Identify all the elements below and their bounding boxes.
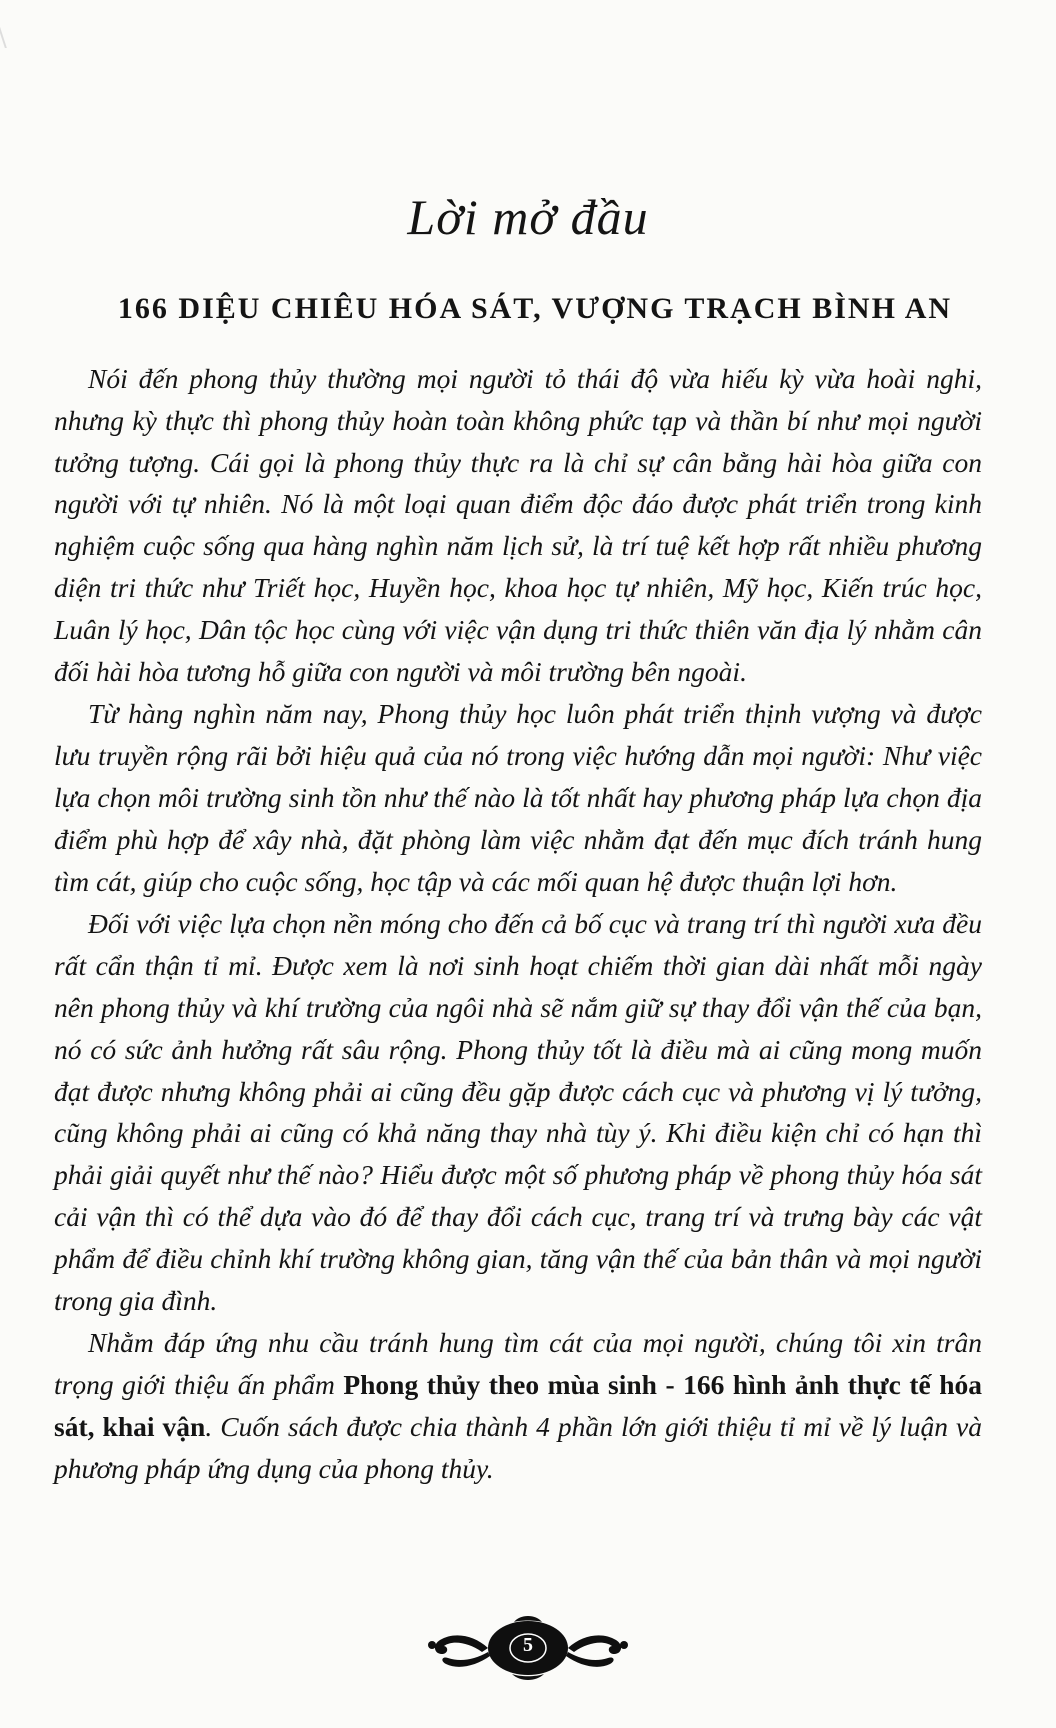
page-subtitle: 166 DIỆU CHIÊU HÓA SÁT, VƯỢNG TRẠCH BÌNH AN [117,292,953,325]
page-number: 5 [523,1634,533,1656]
paragraph-2: Từ hàng nghìn năm nay, Phong thủy học luôn phát triển thịnh vượng và được lưu truyền rộng rãi bởi hiệu quả của nó trong việc hướng dẫn mọi người: Như việc lựa chọn môi trường sinh tồn như thế nào là tốt nhất hay phương pháp lựa chọn địa điểm phù hợp để xây nhà, đặt phòng làm việc nhằm đạt đến mục đích tránh hung tìm cát, giúp cho cuộc sống, học tập và các mối quan hệ được thuận lợi hơn. [54,698,982,897]
paragraph-1: Nói đến phong thủy thường mọi người tỏ thái độ vừa hiếu kỳ vừa hoài nghi, nhưng kỳ thực thì phong thủy hoàn toàn không phức tạp và thần bí như mọi người tưởng tượng. Cái gọi là phong thủy thực ra là chỉ sự cân bằng hài hòa giữa con người với tự nhiên. Nó là một loại quan điểm độc đáo được phát triển trong kinh nghiệm cuộc sống qua hàng nghìn năm lịch sử, là trí tuệ kết hợp rất nhiều phương diện tri thức như Triết học, Huyền học, khoa học tự nhiên, Mỹ học, Kiến trúc học, Luân lý học, Dân tộc học cùng với việc vận dụng tri thức thiên văn địa lý nhằm cân đối hài hòa tương hỗ giữa con người và môi trường bên ngoài. [54,363,982,687]
paragraph-4-intro: Nhằm đáp ứng nhu cầu tránh hung tìm cát của mọi người, chúng tôi xin trân trọng giới thiệu ấn phẩm [54,1327,982,1401]
page-title: Lời mở đầu [407,189,649,245]
body-text [54,358,982,1491]
paragraph-3: Đối với việc lựa chọn nền móng cho đến cả bố cục và trang trí thì người xưa đều rất cẩn thận tỉ mỉ. Được xem là nơi sinh hoạt chiếm thời gian dài nhất mỗi ngày nên phong thủy và khí trường của ngôi nhà sẽ nắm giữ sự thay đổi vận thế của bạn, nó có sức ảnh hưởng rất sâu rộng. Phong thủy tốt là điều mà ai cũng mong muốn đạt được nhưng không phải ai cũng đều gặp được cách cục và phương vị lý tưởng, cũng không phải ai cũng có khả năng thay nhà tùy ý. Khi điều kiện chỉ có hạn thì phải giải quyết như thế nào? Hiểu được một số phương pháp về phong thủy hóa sát cải vận thì có thể dựa vào đó để thay đổi cách cục, trang trí và trưng bày các vật phẩm để điều chỉnh khí trường không gian, tăng vận thế của bản thân và mọi người trong gia đình. [54,908,982,1316]
page-number-ornament [418,1612,638,1682]
paragraph-4 [54,1322,982,1489]
paragraph-4-rest: . Cuốn sách được chia thành 4 phần lớn giới thiệu tỉ mỉ về lý luận và phương pháp ứng dụng của phong thủy. [54,1410,982,1484]
page-corner-mark [0,18,21,48]
book-title: Phong thủy theo mùa sinh - 166 hình ảnh thực tế hóa sát, khai vận [54,1369,982,1442]
